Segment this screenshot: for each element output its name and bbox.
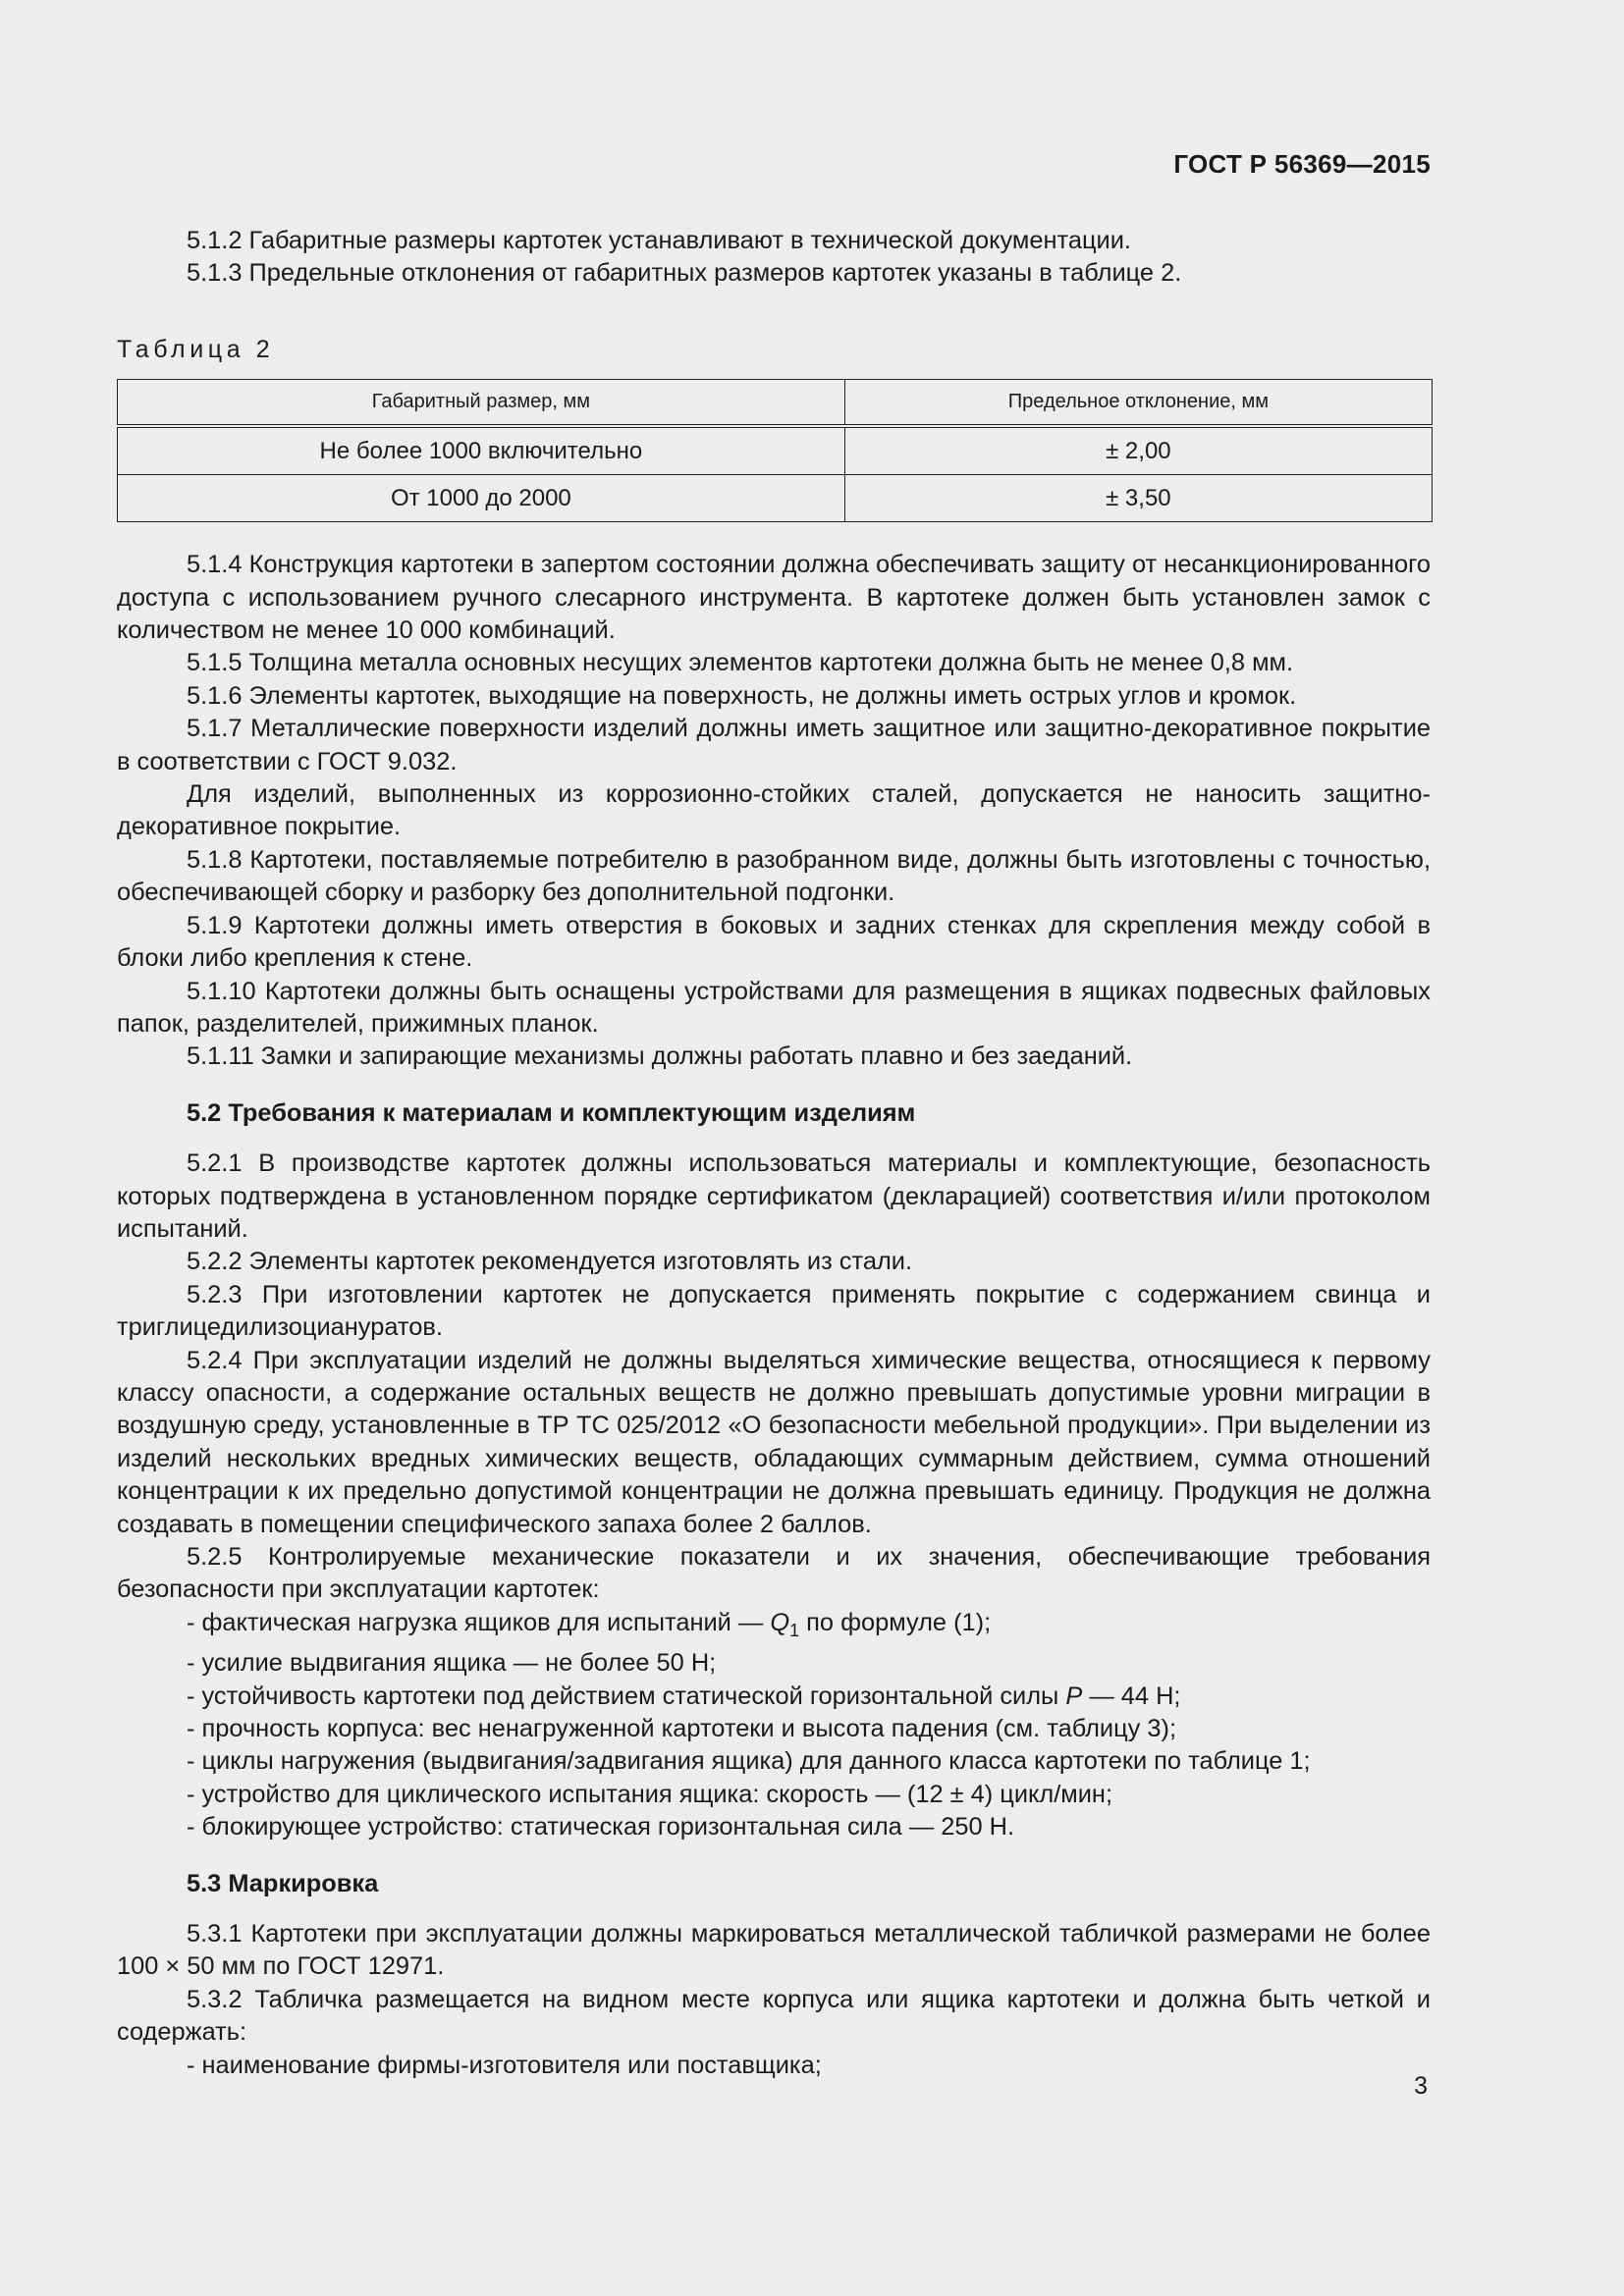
clause-5-1-9: 5.1.9 Картотеки должны иметь отверстия в боковых и задних стенках для скрепления между собой в блоки либо крепления к стене. — [117, 911, 1431, 973]
document-number: ГОСТ Р 56369—2015 — [1173, 149, 1431, 179]
clause-5-1-11: 5.1.11 Замки и запирающие механизмы должны работать плавно и без заеданий. — [187, 1042, 1133, 1071]
clause-5-1-5: 5.1.5 Толщина металла основных несущих элементов картотеки должна быть не менее 0,8 мм. — [187, 649, 1294, 677]
clause-5-2-5: 5.2.5 Контролируемые механические показатели и их значения, обеспечивающие требования безопасности при эксплуатации картотек: — [117, 1543, 1431, 1604]
list-item-text: - фактическая нагрузка ящиков для испытаний — — [187, 1608, 771, 1636]
list-item-text: - устойчивость картотеки под действием статической горизонтальной силы — [187, 1682, 1066, 1710]
table-header-cell: Габаритный размер, мм — [118, 380, 845, 427]
table-cell: Не более 1000 включительно — [118, 426, 845, 475]
section-heading-5-3: 5.3 Маркировка — [187, 1869, 379, 1897]
list-item: - блокирующее устройство: статическая горизонтальная сила — 250 Н. — [187, 1813, 1015, 1842]
table-2 — [117, 379, 1433, 522]
clause-5-1-2: 5.1.2 Габаритные размеры картотек устанавливают в технической документации. — [187, 227, 1131, 254]
table-row — [118, 426, 1433, 475]
clause-5-1-4: 5.1.4 Конструкция картотеки в запертом состоянии должна обеспечивать защиту от несанкционированного доступа с использованием ручного слесарного инструмента. В картотеке должен быть установлен замок с количеством не менее 10 000 комбинаций. — [117, 551, 1431, 645]
list-item: - усилие выдвигания ящика — не более 50 Н; — [187, 1649, 717, 1678]
list-item: - прочность корпуса: вес ненагруженной картотеки и высота падения (см. таблицу 3); — [187, 1715, 1177, 1743]
clause-5-3-1: 5.3.1 Картотеки при эксплуатации должны маркироваться металлической табличкой размерами не более 100 × 50 мм по ГОСТ 12971. — [117, 1920, 1431, 1981]
clause-5-1-10: 5.1.10 Картотеки должны быть оснащены устройствами для размещения в ящиках подвесных файловых папок, разделителей, прижимных планок. — [117, 977, 1431, 1038]
clause-5-1-7-note: Для изделий, выполненных из коррозионно-стойких сталей, допускается не наносить защитно-декоративное покрытие. — [117, 780, 1431, 841]
clause-5-2-3: 5.2.3 При изготовлении картотек не допускается применять покрытие с содержанием свинца и триглицедилизоциануратов. — [117, 1280, 1431, 1342]
table-row — [118, 475, 1433, 522]
table-cell: От 1000 до 2000 — [118, 475, 845, 522]
variable-q: Q — [770, 1608, 790, 1636]
table-header-row — [118, 380, 1433, 427]
variable-p: P — [1065, 1682, 1083, 1710]
page-number: 3 — [1414, 2072, 1428, 2100]
list-item-text: — 44 Н; — [1082, 1682, 1181, 1710]
clause-5-1-3: 5.1.3 Предельные отклонения от габаритных размеров картотек указаны в таблице 2. — [187, 259, 1182, 288]
list-item: - устройство для циклического испытания ящика: скорость — (12 ± 4) цикл/мин; — [187, 1780, 1113, 1808]
table-caption: Таблица 2 — [117, 335, 275, 363]
clause-5-2-4: 5.2.4 При эксплуатации изделий не должны выделяться химические вещества, относящиеся к первому классу опасности, а содержание остальных веществ не должно превышать допустимые уровни миграции в воздушную среду, установленные в ТР ТС 025/2012 «О безопасности мебельной продукции». При выделении из изделий нескольких вредных химических веществ, обладающих суммарным действием, сумма отношений концентрации к их предельно допустимой концентрации не должна превышать единицу. Продукция не должна создавать в помещении специфического запаха более 2 баллов. — [117, 1346, 1431, 1538]
section-heading-5-2: 5.2 Требования к материалам и комплектующим изделиям — [187, 1098, 916, 1127]
clause-5-2-2: 5.2.2 Элементы картотек рекомендуется изготовлять из стали. — [187, 1248, 913, 1276]
table-header-cell: Предельное отклонение, мм — [844, 380, 1432, 427]
list-item — [117, 1607, 1431, 1647]
list-item — [117, 1681, 1431, 1713]
list-item: - наименование фирмы-изготовителя или поставщика; — [187, 2051, 822, 2079]
clause-5-3-2: 5.3.2 Табличка размещается на видном месте корпуса или ящика картотеки и должна быть четкой и содержать: — [117, 1985, 1431, 2047]
list-item: - циклы нагружения (выдвигания/задвигания ящика) для данного класса картотеки по таблице 1; — [187, 1747, 1311, 1776]
subscript: 1 — [789, 1620, 800, 1640]
clause-5-1-6: 5.1.6 Элементы картотек, выходящие на поверхность, не должны иметь острых углов и кромок. — [187, 681, 1297, 710]
clause-5-1-8: 5.1.8 Картотеки, поставляемые потребителю в разобранном виде, должны быть изготовлены с точностью, обеспечивающей сборку и разборку без дополнительной подгонки. — [117, 845, 1431, 907]
clause-5-2-1: 5.2.1 В производстве картотек должны использоваться материалы и комплектующие, безопасность которых подтверждена в установленном порядке сертификатом (декларацией) соответствия и/или протоколом испытаний. — [117, 1149, 1431, 1243]
clause-5-1-7: 5.1.7 Металлические поверхности изделий должны иметь защитное или защитно-декоративное покрытие в соответствии с ГОСТ 9.032. — [117, 715, 1431, 775]
table-cell: ± 2,00 — [844, 426, 1432, 475]
list-item-text: по формуле (1); — [799, 1608, 992, 1636]
table-cell: ± 3,50 — [844, 475, 1432, 522]
page-content — [117, 225, 1431, 2082]
